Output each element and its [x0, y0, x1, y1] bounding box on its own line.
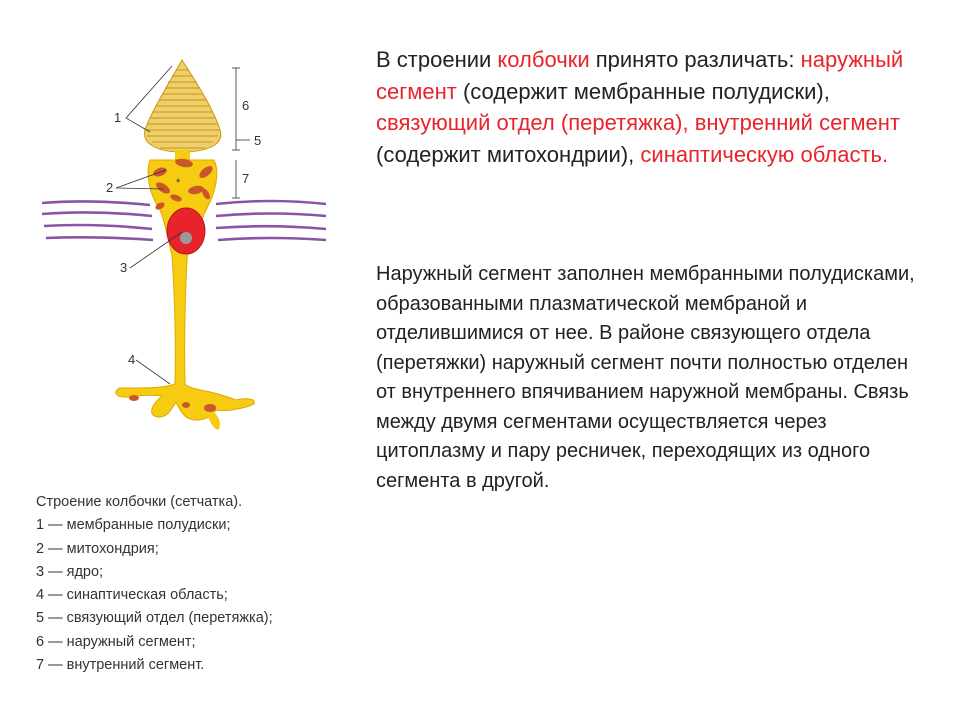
intro-text: (содержит митохондрии),	[376, 141, 641, 167]
intro-text: В строении	[376, 47, 498, 72]
cone-cell-diagram	[0, 0, 360, 470]
intro-paragraph	[376, 44, 936, 170]
caption-item: 1 — мембранные полудиски;	[36, 517, 231, 534]
caption-item: 4 — синаптическая область;	[36, 587, 228, 604]
caption-title: Строение колбочки (сетчатка).	[36, 494, 243, 510]
label-7: 7	[242, 171, 250, 186]
connecting-stalk	[175, 150, 190, 160]
intro-text: принято различать:	[589, 47, 801, 72]
label-5: 5	[254, 133, 262, 148]
intro-text: (содержит мембранные полудиски),	[456, 78, 830, 104]
term-synaptic-area: синаптическую область.	[640, 141, 889, 167]
label-2: 2	[106, 180, 114, 195]
caption-item: 2 — митохондрия;	[36, 540, 159, 557]
diagram-caption	[36, 491, 366, 677]
outer-segment	[145, 60, 221, 152]
label-3: 3	[120, 260, 128, 275]
label-4: 4	[128, 352, 136, 367]
caption-item: 6 — наружный сегмент;	[36, 633, 196, 650]
nucleolus	[180, 232, 192, 244]
label-1: 1	[114, 110, 122, 125]
svg-text:*: *	[176, 177, 181, 189]
label-6: 6	[242, 98, 250, 113]
inner-segment	[116, 160, 254, 420]
body-paragraph: Наружный сегмент заполнен мембранными полудисками, образованными плазматической мембраной и отделившимися от нее. В районе связующего отдела (перетяжки) наружный сегмент почти полностью отделен от внутреннего впячиванием наружной мембраны. Связь между двумя сегментами осуществляется через цитоплазму и пару ресничек, переходящих из одного сегмента в другой.	[376, 263, 915, 492]
term-outer-segment: наружный сегмент	[376, 47, 904, 104]
caption-item: 3 — ядро;	[36, 563, 104, 580]
nucleus	[167, 208, 205, 254]
term-cone: колбочки	[497, 47, 590, 72]
term-inner-segment: внутренний сегмент	[694, 110, 900, 135]
caption-item: 5 — связующий отдел (перетяжка);	[36, 610, 273, 627]
caption-item: 7 — внутренний сегмент.	[36, 657, 205, 674]
term-connecting-section: связующий отдел (перетяжка),	[376, 110, 689, 135]
